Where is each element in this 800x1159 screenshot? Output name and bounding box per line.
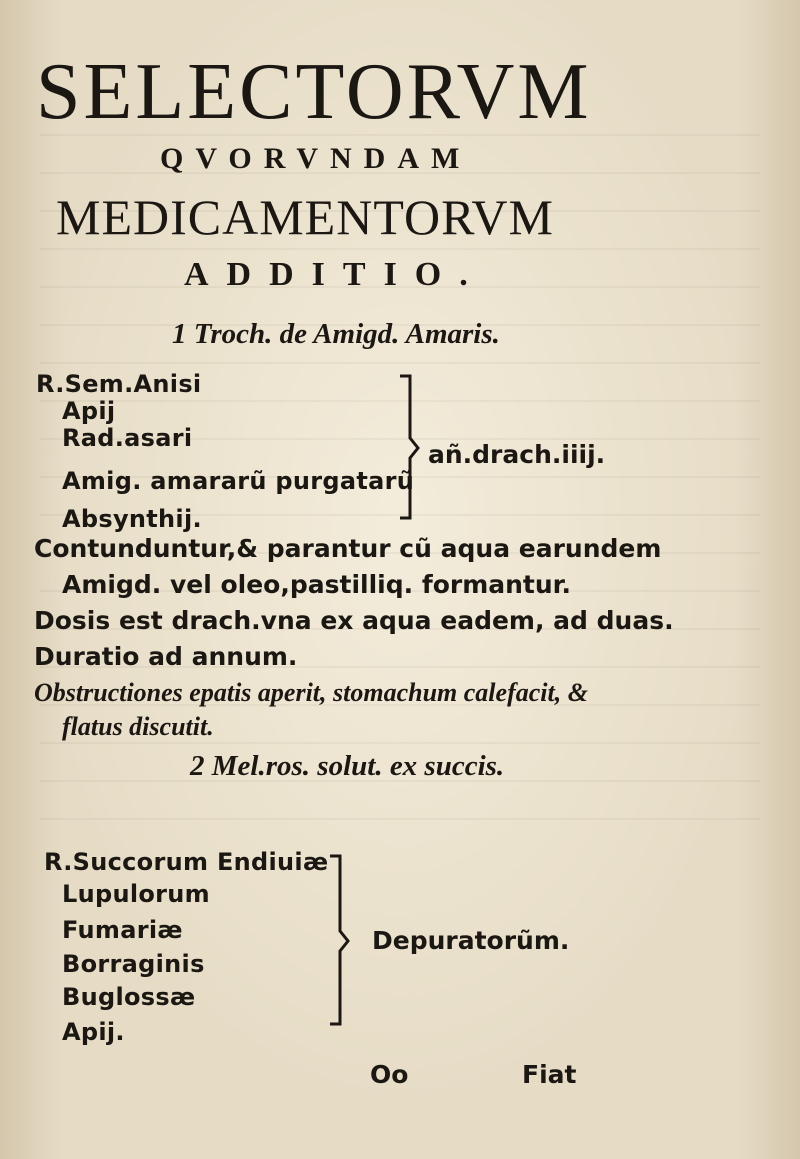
recipe-1-ingredient: Absynthij. [62,505,202,533]
recipe-1-virtue: flatus discutit. [62,712,214,741]
recipe-1-quantity: añ.drach.iiij. [428,440,606,469]
recipe-1-line: Contunduntur,& parantur cũ aqua earundem [34,534,662,563]
recipe-1-line: Dosis est drach.vna ex aqua eadem, ad duas. [34,606,674,635]
recipe-2-ingredient: Fumariæ [62,916,183,944]
title-line-1: SELECTORVM [36,48,592,136]
recipe-2-ingredient: Borraginis [62,950,205,978]
recipe-2-ingredient: Apij. [62,1018,125,1046]
recipe-1-line: Duratio ad annum. [34,642,298,671]
recipe-1-ingredient: R.Sem.Anisi [36,370,202,398]
recipe-1-line: Amigd. vel oleo,pastilliq. formantur. [62,570,571,599]
title-line-3: MEDICAMENTORVM [56,189,554,245]
recipe-1-ingredient: Rad.asari [62,424,193,452]
title-line-2: QVORVNDAM [160,142,472,175]
recipe-1-brace [396,372,424,524]
recipe-2-heading: 2 Mel.ros. solut. ex succis. [190,750,505,782]
recipe-2-ingredient: R.Succorum Endiuiæ [44,848,329,876]
recipe-2-brace [326,852,354,1030]
title-line-4: ADDITIO. [184,256,486,293]
recipe-1-virtue: Obstructiones epatis aperit, stomachum calefacit, & [34,678,588,707]
catchword: Fiat [522,1060,577,1089]
recipe-2-ingredient: Lupulorum [62,880,210,908]
recipe-1-heading: 1 Troch. de Amigd. Amaris. [172,318,500,350]
recipe-2-ingredient: Buglossæ [62,983,196,1011]
recipe-2-quantity: Depuratorũm. [372,926,570,955]
signature-mark: Oo [370,1060,409,1089]
recipe-1-ingredient: Amig. amararũ purgatarũ [62,467,415,495]
recipe-1-ingredient: Apij [62,397,116,425]
